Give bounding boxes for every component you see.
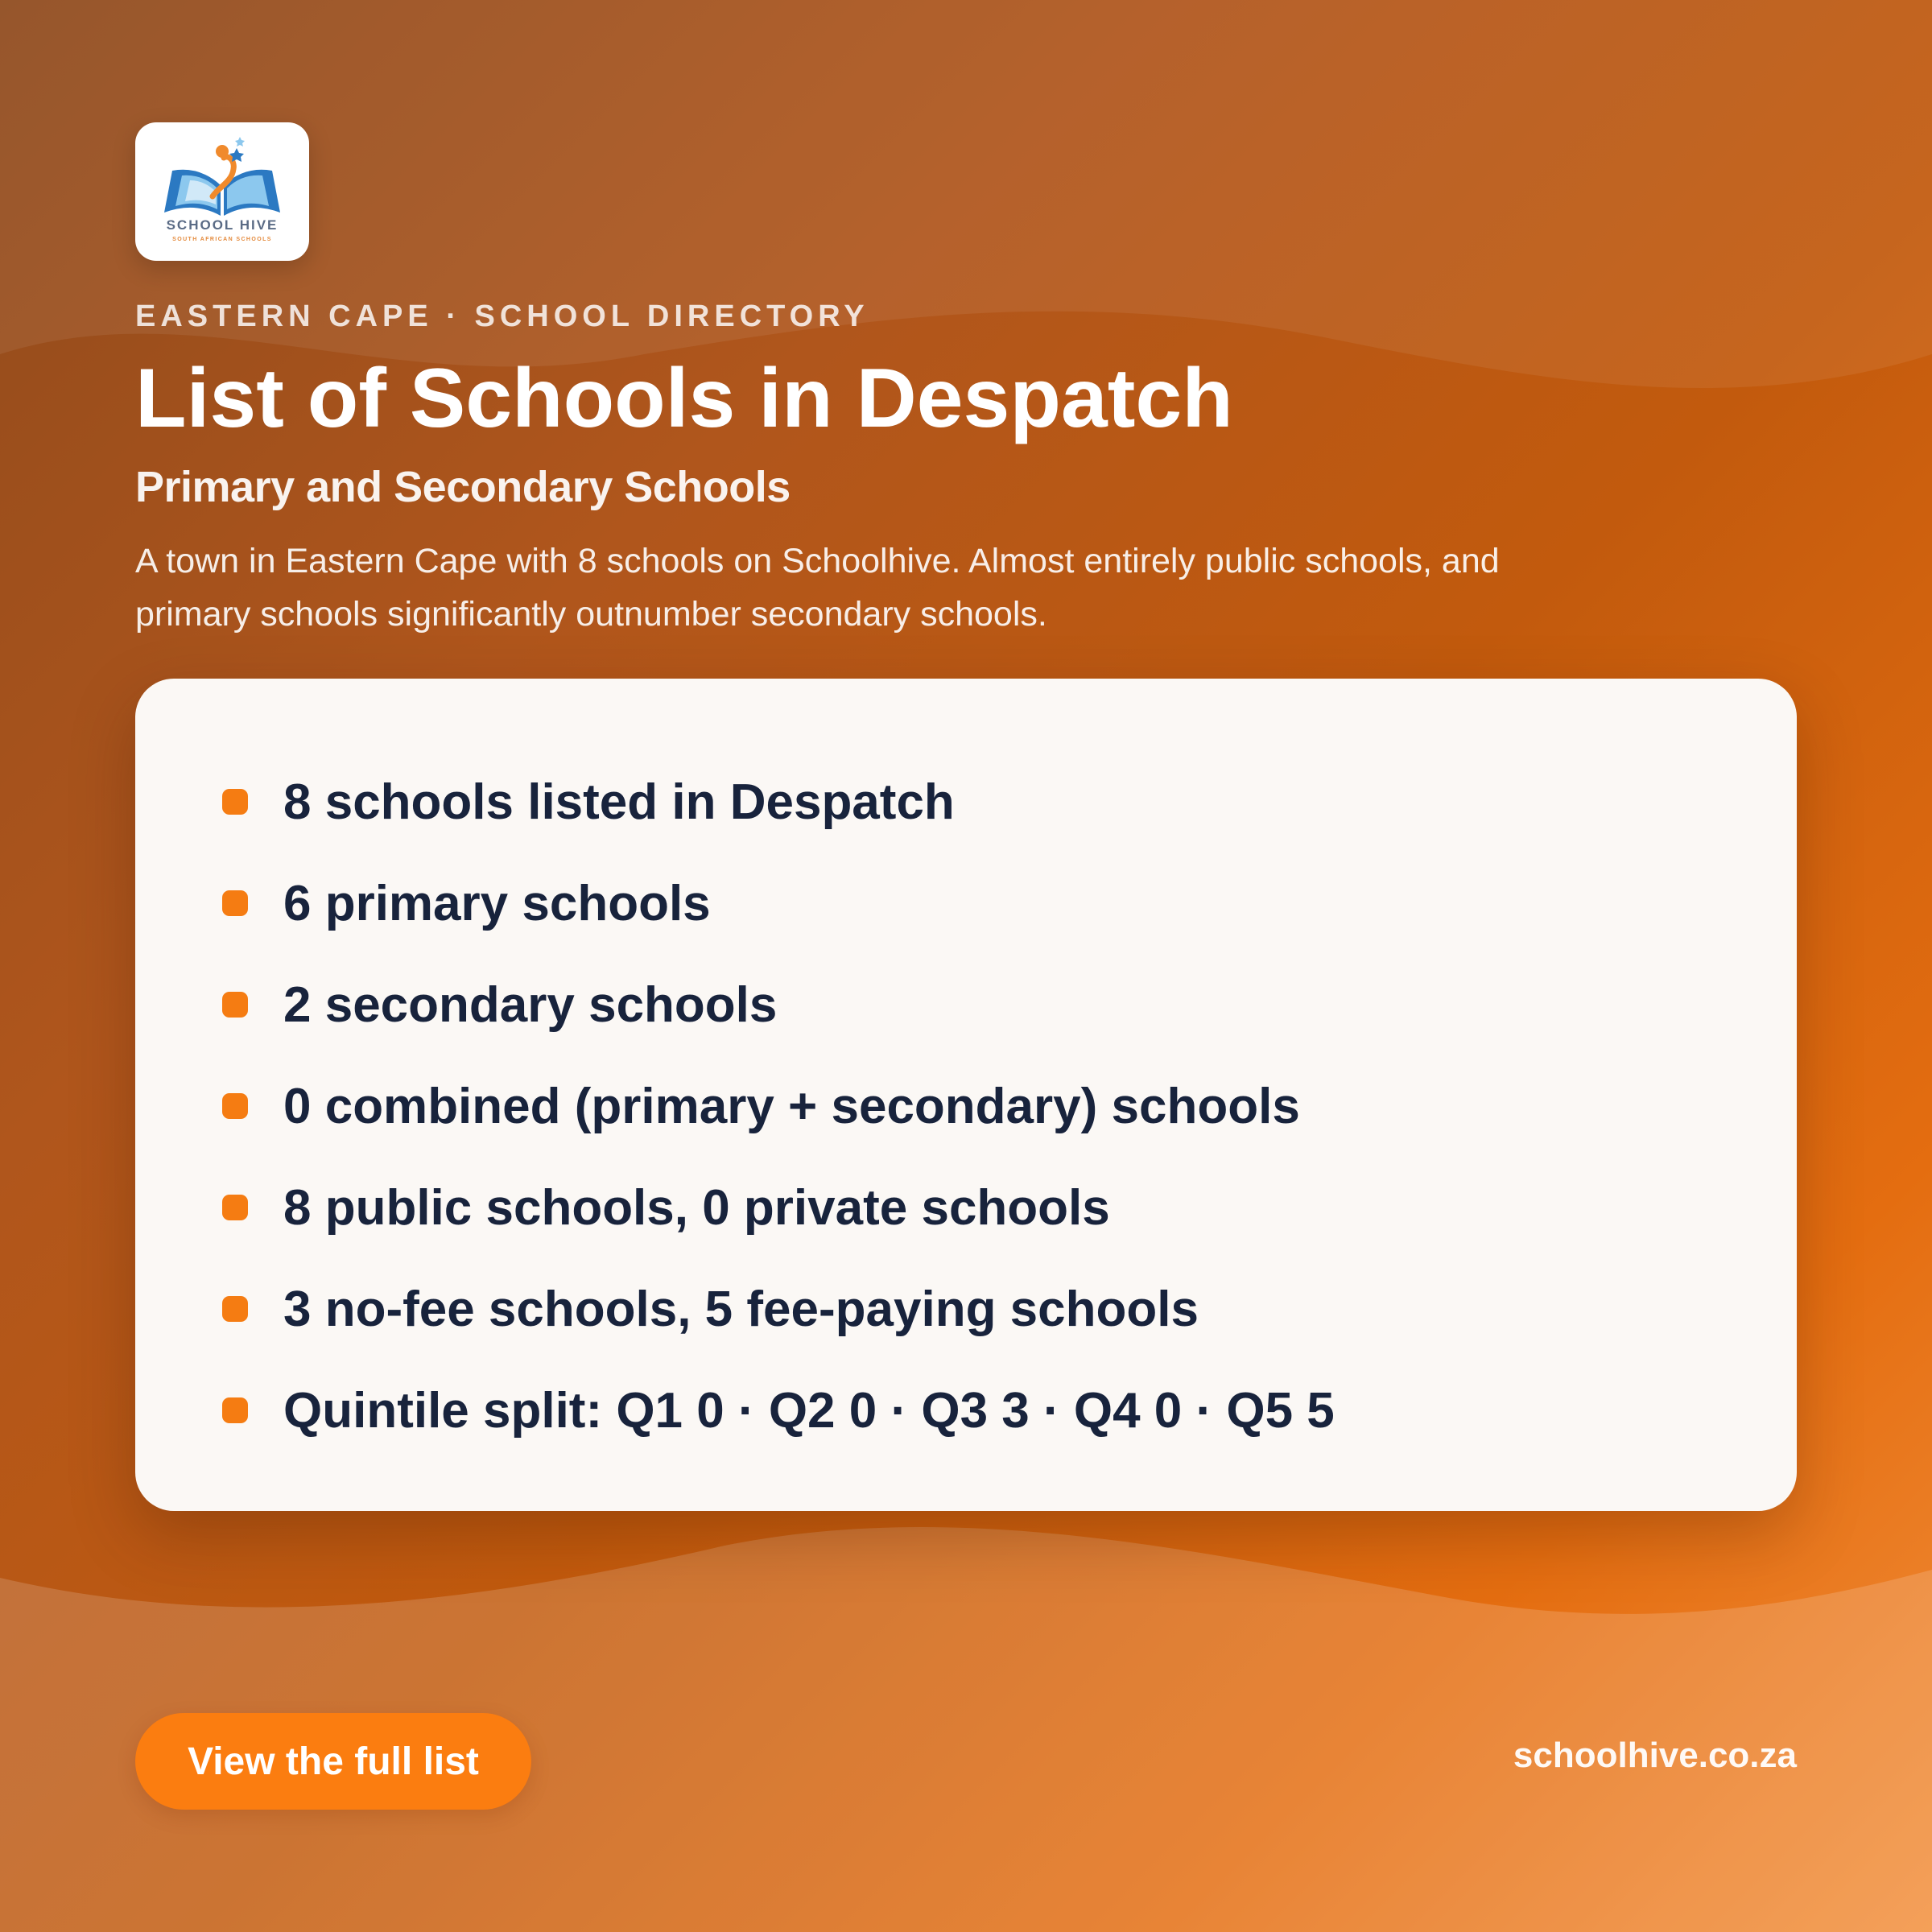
- fact-text: 8 schools listed in Despatch: [283, 774, 955, 830]
- view-full-list-button[interactable]: View the full list: [135, 1713, 531, 1810]
- facts-card: [135, 679, 1797, 1511]
- fact-item: [222, 852, 1335, 954]
- fact-item: [222, 1157, 1335, 1258]
- fact-item: [222, 1258, 1335, 1360]
- fact-item: [222, 954, 1335, 1055]
- logo-tagline: SOUTH AFRICAN SCHOOLS: [172, 237, 272, 242]
- fact-text: 3 no-fee schools, 5 fee-paying schools: [283, 1281, 1199, 1337]
- page-subtitle: Primary and Secondary Schools: [135, 463, 791, 511]
- bullet-icon: [222, 992, 248, 1018]
- bullet-icon: [222, 1093, 248, 1119]
- fact-text: 8 public schools, 0 private schools: [283, 1179, 1110, 1236]
- page-description: A town in Eastern Cape with 8 schools on Schoolhive. Almost entirely public schools, and primary schools significantly outnumber secondary schools.: [135, 542, 1500, 634]
- fact-text: 0 combined (primary + secondary) schools: [283, 1078, 1300, 1134]
- bullet-icon: [222, 1296, 248, 1322]
- eyebrow-label: EASTERN CAPE · SCHOOL DIRECTORY: [135, 299, 869, 333]
- bullet-icon: [222, 890, 248, 916]
- logo-wordmark: SCHOOL HIVE: [166, 217, 279, 233]
- site-url-link[interactable]: schoolhive.co.za: [1513, 1736, 1797, 1775]
- fact-item: [222, 1360, 1335, 1461]
- facts-list: [222, 751, 1335, 1461]
- bullet-icon: [222, 1397, 248, 1423]
- fact-text: 6 primary schools: [283, 875, 711, 931]
- fact-text: 2 secondary schools: [283, 976, 778, 1033]
- fact-item: [222, 751, 1335, 852]
- bullet-icon: [222, 789, 248, 815]
- bullet-icon: [222, 1195, 248, 1220]
- fact-item: [222, 1055, 1335, 1157]
- school-hive-logo: [135, 122, 309, 261]
- fact-text: Quintile split: Q1 0 · Q2 0 · Q3 3 · Q4 0 · Q5 5: [283, 1382, 1335, 1439]
- page-title: List of Schools in Despatch: [135, 352, 1233, 445]
